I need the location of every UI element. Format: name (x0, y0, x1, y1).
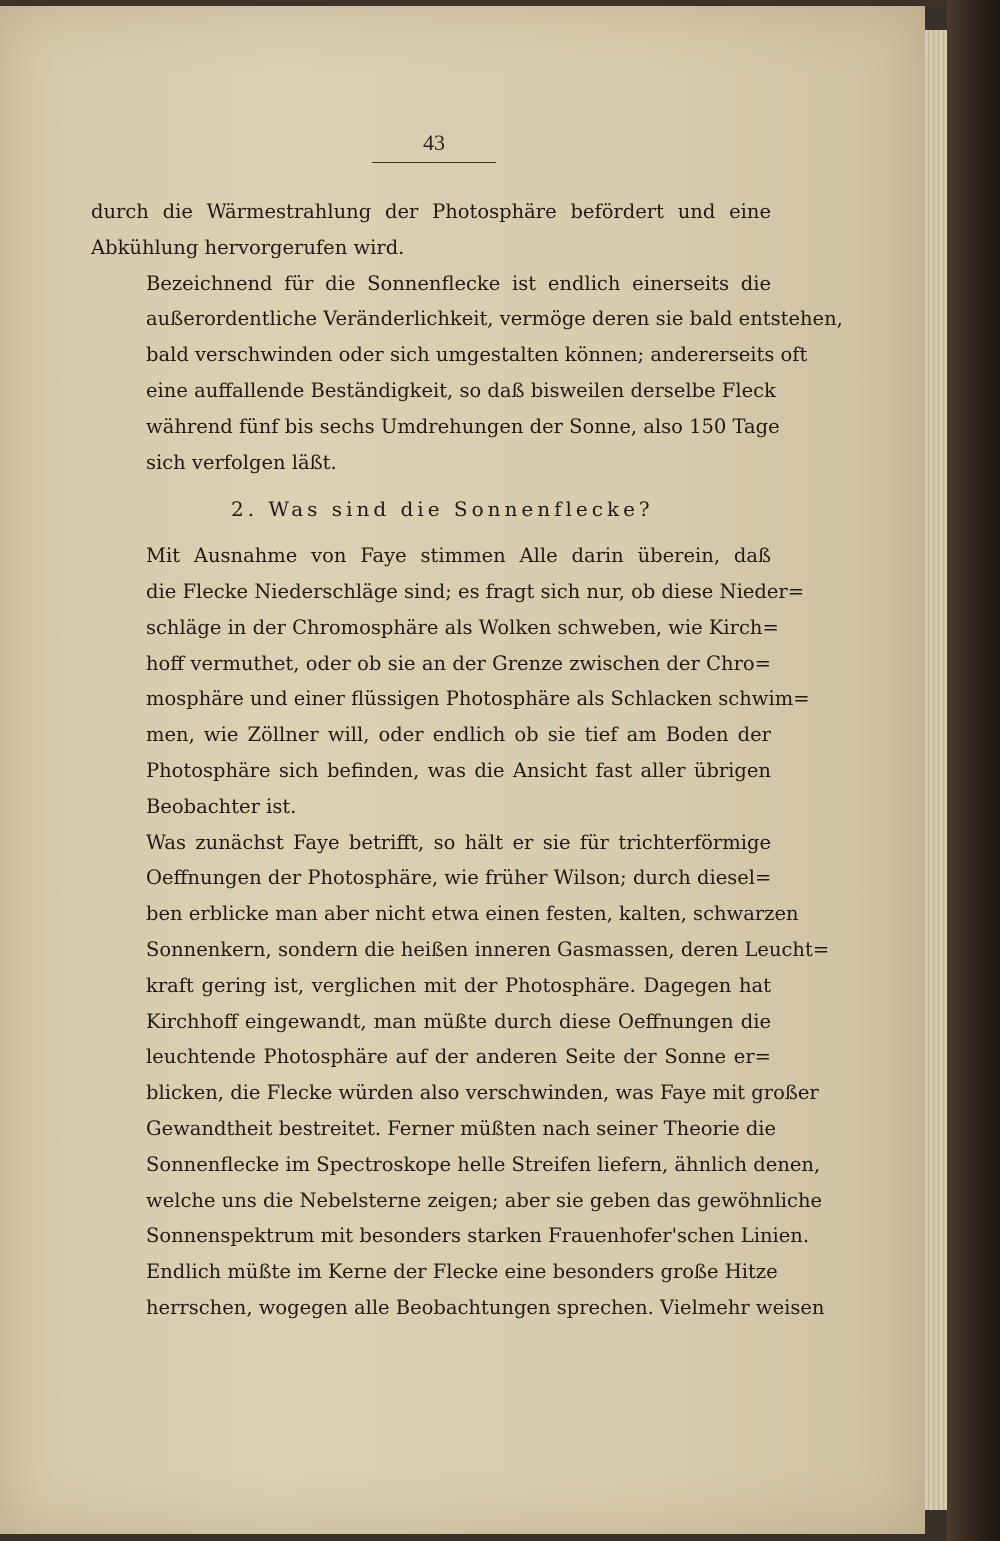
text-line: bald verschwinden oder sich umgestalten können; andererseits oft (146, 343, 808, 367)
text-line: Was zunächst Faye betrifft, so hält er sie für trichterförmige (146, 830, 771, 854)
text-line: Bezeichnend für die Sonnenflecke ist endlich einerseits die (146, 271, 771, 295)
text-line: Sonnenflecke im Spectroskope helle Streifen liefern, ähnlich denen, (146, 1152, 821, 1176)
text-line: blicken, die Flecke würden also verschwinden, was Faye mit großer (146, 1081, 819, 1105)
page-edges (925, 30, 947, 1510)
text-line: durch die Wärmestrahlung der Photosphäre befördert und eine (91, 200, 771, 223)
text-line: Mit Ausnahme von Faye stimmen Alle darin überein, daß (146, 544, 771, 568)
text-line: ben erblicke man aber nicht etwa einen festen, kalten, schwarzen (146, 902, 799, 926)
body-text (91, 194, 843, 1326)
text-line: men, wie Zöllner will, oder endlich ob sie tief am Boden der (146, 723, 771, 747)
text-line: kraft gering ist, verglichen mit der Photosphäre. Dagegen hat (146, 973, 771, 997)
paragraph-4 (91, 825, 830, 1326)
text-line: herrschen, wogegen alle Beobachtungen sprechen. Vielmehr weisen (146, 1295, 825, 1319)
text-line: die Flecke Niederschläge sind; es fragt sich nur, ob diese Nieder= (146, 579, 805, 603)
paragraph-3 (91, 538, 810, 824)
text-line: während fünf bis sechs Umdrehungen der Sonne, also 150 Tage (146, 414, 780, 438)
text-line: schläge in der Chromosphäre als Wolken schweben, wie Kirch= (146, 615, 779, 639)
text-line: leuchtende Photosphäre auf der anderen Seite der Sonne er= (146, 1045, 771, 1069)
text-line: Kirchhoff eingewandt, man müßte durch diese Oeffnungen die (146, 1009, 771, 1033)
book-cover (947, 0, 1000, 1541)
text-line: Sonnenspektrum mit besonders starken Frauenhofer'schen Linien. (146, 1224, 810, 1248)
text-line: sich verfolgen läßt. (146, 450, 337, 474)
text-line: Gewandtheit bestreitet. Ferner müßten nach seiner Theorie die (146, 1116, 777, 1140)
text-line: Sonnenkern, sondern die heißen inneren Gasmassen, deren Leucht= (146, 937, 830, 961)
page-number: 43 (423, 130, 445, 155)
text-line: Oeffnungen der Photosphäre, wie früher Wilson; durch diesel= (146, 866, 772, 890)
paragraph-1 (91, 194, 771, 266)
text-line: hoff vermuthet, oder ob sie an der Grenze zwischen der Chro= (146, 651, 771, 675)
text-line: Photosphäre sich befinden, was die Ansicht fast aller übrigen (146, 758, 771, 782)
text-line: mosphäre und einer flüssigen Photosphäre als Schlacken schwim= (146, 687, 810, 711)
text-line: eine auffallende Beständigkeit, so daß bisweilen derselbe Fleck (146, 378, 776, 402)
text-line: außerordentliche Veränderlichkeit, vermöge deren sie bald entstehen, (146, 307, 843, 331)
paragraph-2 (91, 266, 843, 481)
text-line: Endlich müßte im Kerne der Flecke eine besonders große Hitze (146, 1260, 778, 1284)
section-heading: 2. Was sind die Sonnenflecke? (231, 497, 654, 522)
text-line: Abkühlung hervorgerufen wird. (91, 235, 405, 259)
header-rule (372, 162, 496, 163)
text-line: welche uns die Nebelsterne zeigen; aber sie geben das gewöhnliche (146, 1188, 823, 1212)
text-line: Beobachter ist. (146, 794, 297, 818)
